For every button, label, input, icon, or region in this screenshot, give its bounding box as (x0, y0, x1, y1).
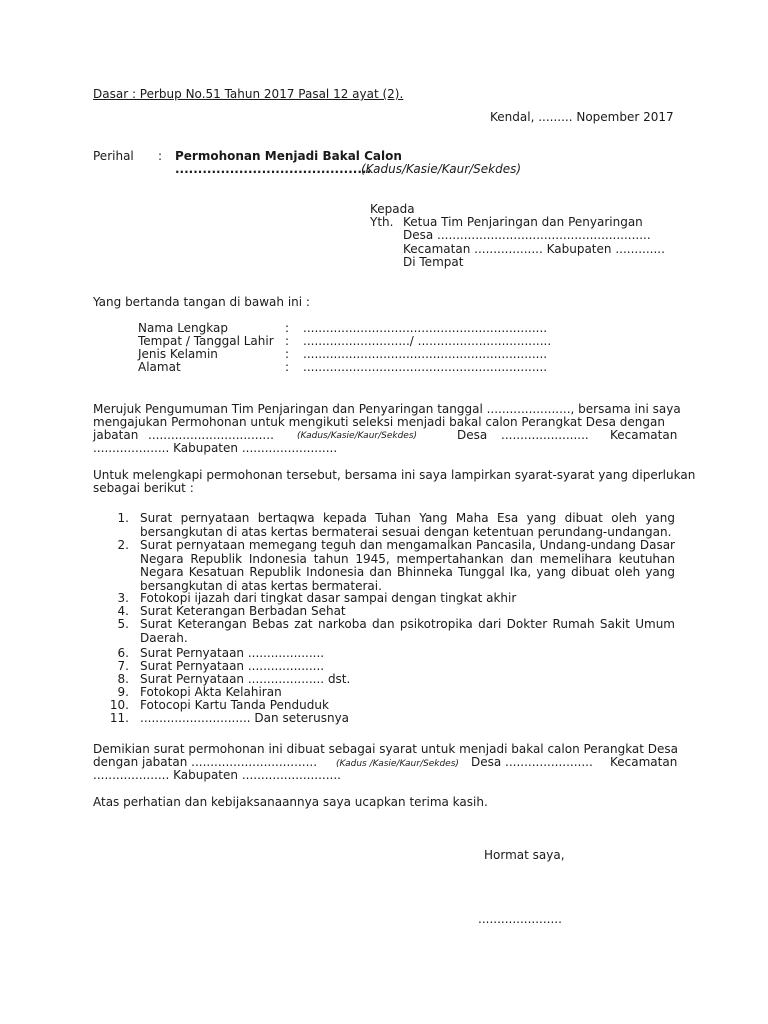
list-item-number: 1. (117, 511, 129, 525)
list-item: Surat Pernyataan .................... (140, 659, 325, 673)
paragraph-attach-line-1: Untuk melengkapi permohonan tersebut, bersama ini saya lampirkan syarat-syarat yang diperlukan (93, 468, 696, 482)
identity-colon: : (285, 334, 290, 348)
identity-label-gender: Jenis Kelamin (138, 347, 218, 361)
subject-title: Permohonan Menjadi Bakal Calon (175, 149, 402, 163)
identity-colon: : (285, 360, 290, 374)
list-item: ............................. Dan seterusnya (140, 711, 350, 725)
identity-label-birth: Tempat / Tanggal Lahir (138, 334, 274, 348)
paragraph-request-positions: (Kadus/Kasie/Kaur/Sekdes) (297, 431, 418, 441)
list-item: Fotocopi Kartu Tanda Penduduk (140, 698, 329, 712)
thanks-text: Atas perhatian dan kebijaksanaannya saya ucapkan terima kasih. (93, 795, 488, 809)
list-item-number: 11. (109, 711, 129, 725)
list-item: Surat pernyataan bertaqwa kepada Tuhan Yang Maha Esa yang dibuat oleh yang bersangkutan di atas kertas bermaterai sesuai dengan ketentuan perundang-undangan. (140, 511, 675, 539)
list-item-number: 7. (117, 659, 129, 673)
paragraph-closing-line-1: Demikian surat permohonan ini dibuat sebagai syarat untuk menjadi bakal calon Perangkat Desa (93, 742, 679, 756)
paragraph-closing-positions: (Kadus /Kasie/Kaur/Sekdes) (336, 759, 459, 769)
list-item: Surat Pernyataan .................... (140, 646, 325, 660)
identity-value-gender: ................................................................ (303, 347, 548, 361)
paragraph-request-desa-dots: ....................... (501, 428, 589, 442)
list-item: Surat Pernyataan .................... dst. (140, 672, 351, 686)
recipient-line-1: Ketua Tim Penjaringan dan Penyaringan (403, 215, 643, 229)
paragraph-request-jabatan: jabatan (93, 428, 139, 442)
paragraph-request-desa: Desa (457, 428, 488, 442)
identity-colon: : (285, 347, 290, 361)
subject-dots: ........................................... (175, 162, 372, 176)
place-date: Kendal, ......... Nopember 2017 (490, 110, 674, 124)
recipient-line-4: Di Tempat (403, 255, 464, 269)
identity-label-name: Nama Lengkap (138, 321, 228, 335)
intro-text: Yang bertanda tangan di bawah ini : (93, 295, 310, 309)
recipient-yth: Yth. (370, 215, 394, 229)
paragraph-closing-kecamatan: Kecamatan (610, 755, 678, 769)
recipient-kepada: Kepada (370, 202, 415, 216)
paragraph-request-kecamatan: Kecamatan (610, 428, 678, 442)
paragraph-request-jabatan-dots: ................................. (148, 428, 274, 442)
identity-value-address: ................................................................ (303, 360, 548, 374)
legal-basis: Dasar : Perbup No.51 Tahun 2017 Pasal 12 ayat (2). (93, 87, 404, 101)
recipient-line-3: Kecamatan .................. Kabupaten ............. (403, 242, 665, 256)
list-item-number: 4. (117, 604, 129, 618)
identity-value-name: ................................................................ (303, 321, 548, 335)
paragraph-request-line-1: Merujuk Pengumuman Tim Penjaringan dan Penyaringan tanggal ......................, bersama ini saya (93, 402, 681, 416)
subject-colon: : (158, 149, 163, 163)
identity-value-birth: ............................/ ................................... (303, 334, 552, 348)
list-item-number: 10. (109, 698, 129, 712)
paragraph-closing-line-3: .................... Kabupaten .......................... (93, 768, 341, 782)
paragraph-request-line-4: .................... Kabupaten ......................... (93, 441, 338, 455)
list-item-number: 8. (117, 672, 129, 686)
paragraph-attach-line-2: sebagai berikut : (93, 481, 194, 495)
list-item: Surat Keterangan Berbadan Sehat (140, 604, 346, 618)
list-item: Fotokopi Akta Kelahiran (140, 685, 282, 699)
identity-colon: : (285, 321, 290, 335)
list-item-number: 5. (117, 617, 129, 631)
list-item-number: 3. (117, 591, 129, 605)
subject-positions: (Kadus/Kasie/Kaur/Sekdes) (361, 162, 522, 176)
list-item: Surat Keterangan Bebas zat narkoba dan psikotropika dari Dokter Rumah Sakit Umum Daerah. (140, 617, 675, 645)
signature-name-dots: ...................... (478, 912, 562, 926)
subject-label: Perihal (93, 149, 134, 163)
identity-label-address: Alamat (138, 360, 181, 374)
list-item: Surat pernyataan memegang teguh dan mengamalkan Pancasila, Undang-undang Dasar Negara Republik Indonesia tahun 1945, mempertahankan dan memelihara keutuhan Negara Kesatuan Republik Indonesia dan Bhinneka Tunggal Ika, yang dibuat oleh yang bersangkutan di atas kertas bermaterai. (140, 538, 675, 593)
list-item-number: 2. (117, 538, 129, 552)
paragraph-request-line-2: mengajukan Permohonan untuk mengikuti seleksi menjadi bakal calon Perangkat Desa dengan (93, 415, 665, 429)
list-item-number: 9. (117, 685, 129, 699)
paragraph-closing-jabatan: dengan jabatan ................................. (93, 755, 318, 769)
signature-salutation: Hormat saya, (484, 848, 565, 862)
list-item: Fotokopi ijazah dari tingkat dasar sampai dengan tingkat akhir (140, 591, 517, 605)
list-item-number: 6. (117, 646, 129, 660)
recipient-line-2: Desa ........................................................ (403, 228, 651, 242)
paragraph-closing-desa: Desa ....................... (471, 755, 593, 769)
